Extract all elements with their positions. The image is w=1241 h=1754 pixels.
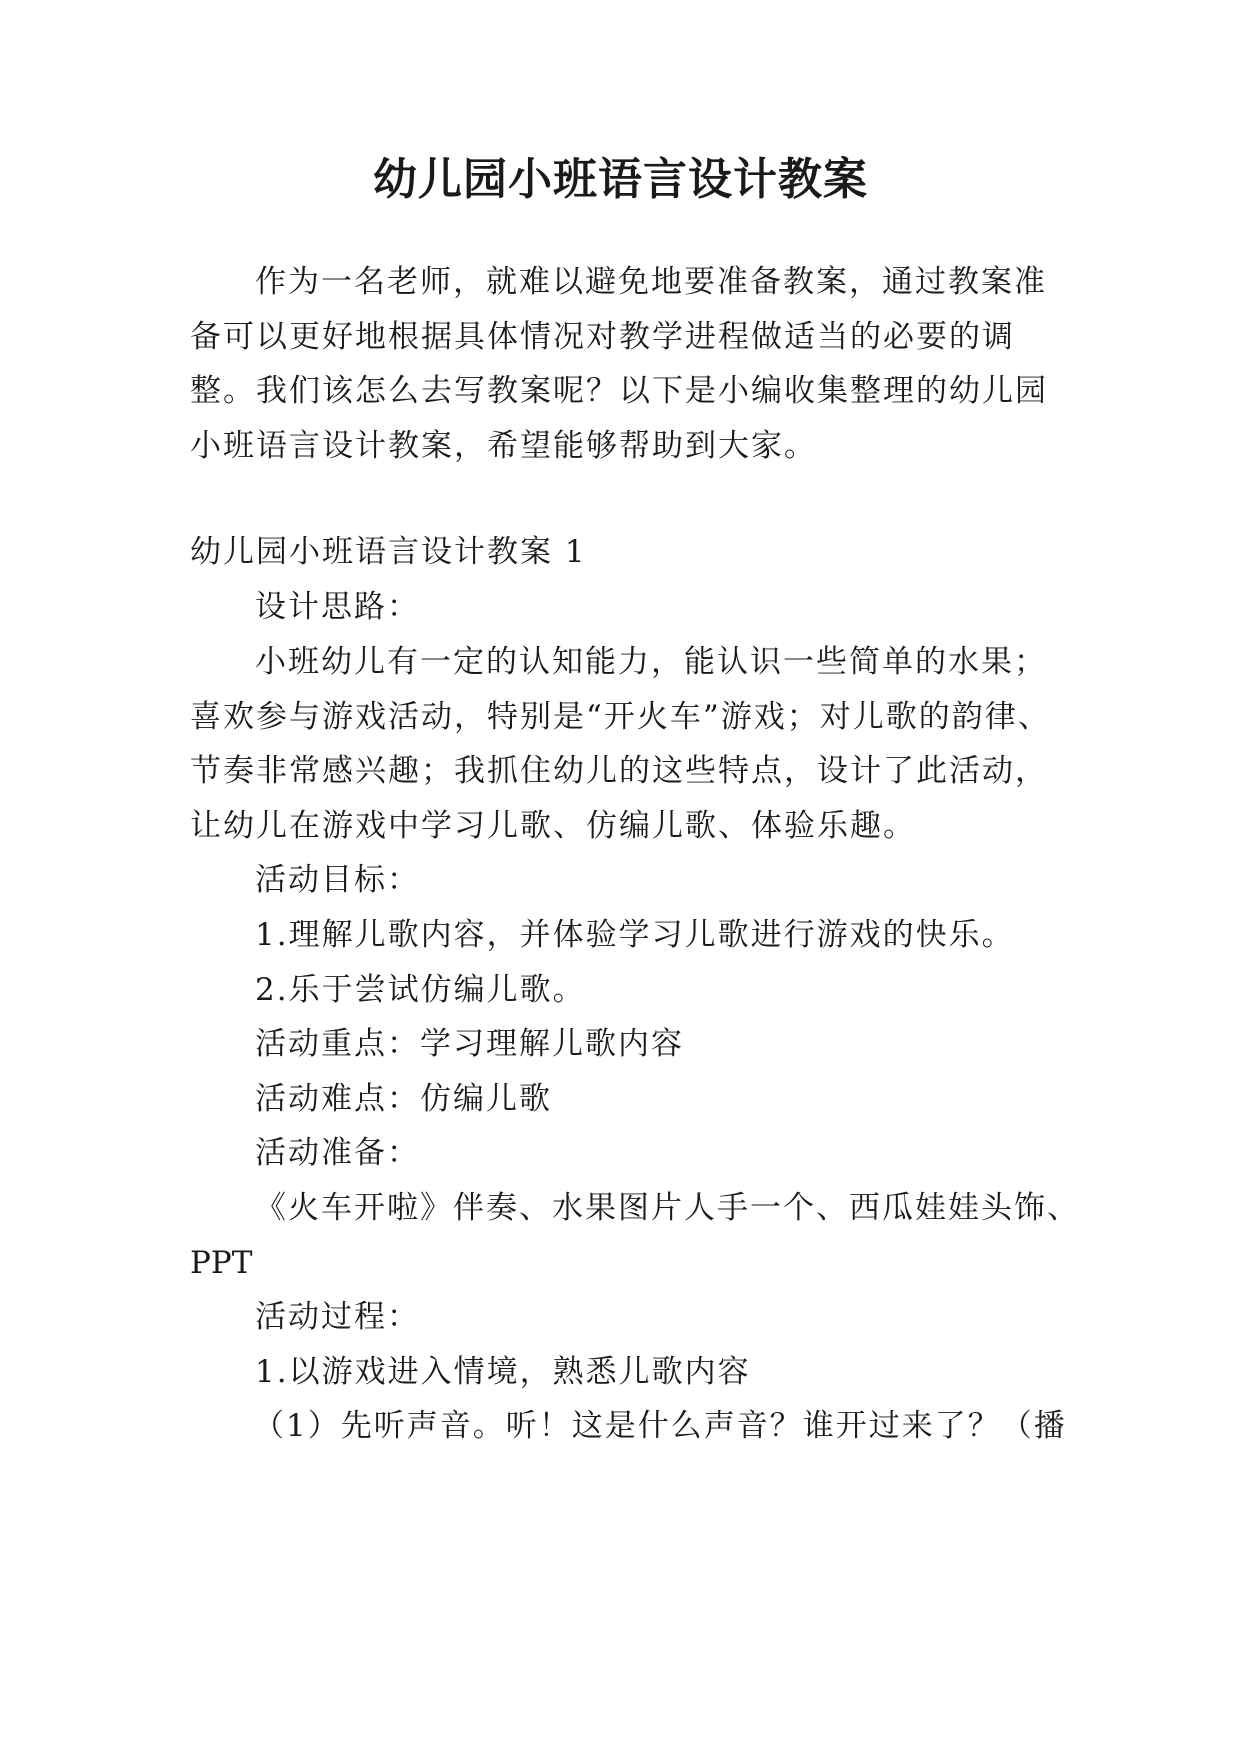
goal-1: 1.理解儿歌内容，并体验学习儿歌进行游戏的快乐。: [255, 917, 1015, 953]
intro-line-1: 作为一名老师，就难以避免地要准备教案，通过教案准: [255, 264, 1047, 300]
prep-line-1: 《火车开啦》伴奏、水果图片人手一个、西瓜娃娃头饰、: [255, 1190, 1080, 1226]
step-1: 1.以游戏进入情境，熟悉儿歌内容: [255, 1354, 751, 1390]
document-title: 幼儿园小班语言设计教案: [373, 154, 868, 205]
activity-focus: 活动重点：学习理解儿歌内容: [255, 1026, 684, 1062]
design-line-4: 让幼儿在游戏中学习儿歌、仿编儿歌、体验乐趣。: [190, 808, 916, 844]
intro-line-4: 小班语言设计教案，希望能够帮助到大家。: [190, 428, 817, 464]
prep-label: 活动准备：: [255, 1135, 420, 1171]
goal-2: 2.乐于尝试仿编儿歌。: [255, 972, 586, 1008]
step-1-1: （1）先听声音。听！这是什么声音？谁开过来了？（播: [253, 1408, 1067, 1444]
design-label: 设计思路：: [255, 589, 420, 625]
prep-line-2: PPT: [190, 1245, 253, 1281]
intro-line-2: 备可以更好地根据具体情况对教学进程做适当的必要的调: [190, 319, 1015, 355]
intro-line-3: 整。我们该怎么去写教案呢？以下是小编收集整理的幼儿园: [190, 373, 1048, 409]
design-line-1: 小班幼儿有一定的认知能力，能认识一些简单的水果；: [255, 644, 1047, 680]
design-line-3: 节奏非常感兴趣；我抓住幼儿的这些特点，设计了此活动，: [190, 753, 1048, 789]
process-label: 活动过程：: [255, 1299, 420, 1335]
design-line-2: 喜欢参与游戏活动，特别是“开火车”游戏；对儿歌的韵律、: [190, 699, 1051, 735]
section-heading: 幼儿园小班语言设计教案 1: [190, 534, 587, 570]
goals-label: 活动目标：: [255, 862, 420, 898]
activity-difficulty: 活动难点：仿编儿歌: [255, 1081, 552, 1117]
